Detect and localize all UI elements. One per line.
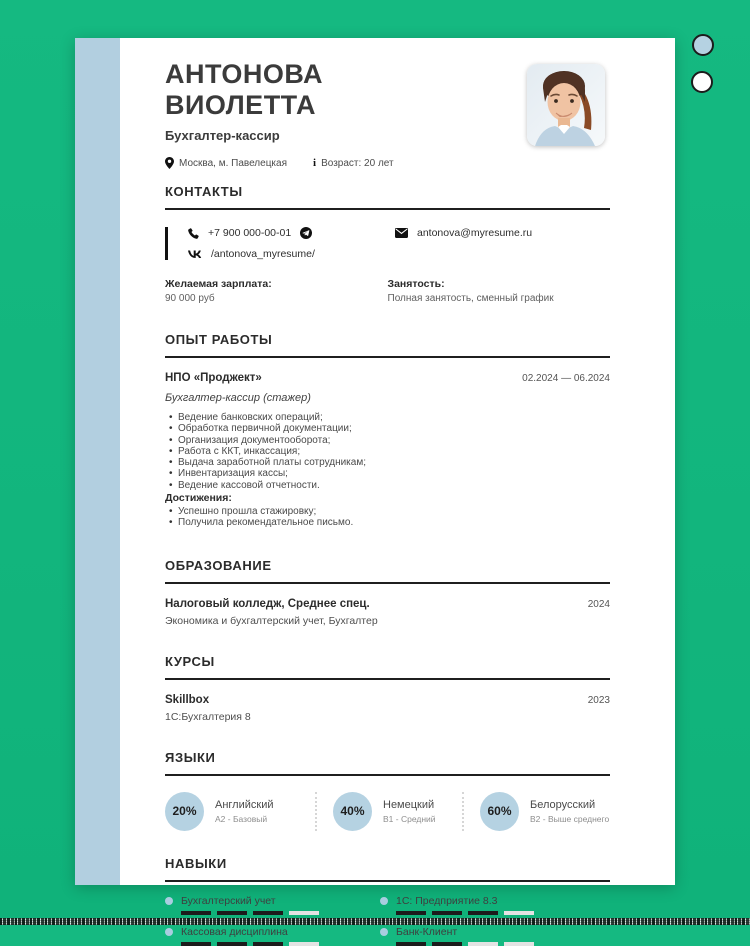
skill-item [165, 926, 380, 946]
duty-item: • Ведение кассовой отчетности. [178, 480, 610, 491]
mail-icon [395, 228, 408, 238]
candidate-job-title: Бухгалтер-кассир [165, 128, 280, 143]
experience-duties-list [165, 412, 610, 491]
skill-item [380, 926, 610, 946]
skill-name: Банк-Клиент [396, 925, 458, 938]
location-text: Москва, м. Павелецкая [179, 157, 288, 169]
experience-position: Бухгалтер-кассир (стажер) [165, 392, 311, 404]
skill-name: Кассовая дисциплина [181, 925, 288, 938]
skill-bullet-dot [165, 928, 173, 936]
skill-level-bar [181, 911, 380, 915]
skill-level-bar [396, 911, 610, 915]
language-percent-badge: 20% [165, 792, 204, 831]
language-item [462, 792, 609, 831]
candidate-name-line1: АНТОНОВА [165, 59, 323, 89]
course-year: 2023 [587, 694, 610, 706]
experience-heading: ОПЫТ РАБОТЫ [165, 332, 610, 358]
course-name: 1С:Бухгалтерия 8 [165, 710, 251, 723]
languages-heading: ЯЗЫКИ [165, 750, 610, 776]
language-item [165, 792, 315, 831]
course-provider: Skillbox [165, 693, 210, 706]
salary-block [165, 278, 388, 304]
section-education [165, 558, 610, 627]
duty-item: • Ведение банковских операций; [178, 412, 610, 423]
skill-bullet-dot [380, 928, 388, 936]
duty-item: • Работа с ККТ, инкассация; [178, 446, 610, 457]
section-languages [165, 750, 610, 831]
age-item [313, 157, 394, 169]
achievement-item: • Успешно прошла стажировку; [178, 506, 610, 517]
contacts-primary-block [165, 227, 395, 260]
experience-dates: 02.2024 — 06.2024 [522, 373, 610, 384]
employment-block [388, 278, 611, 304]
page-indicator-dot-2[interactable] [691, 71, 713, 93]
experience-company: НПО «Проджект» [165, 372, 262, 384]
employment-label: Занятость: [387, 278, 445, 290]
screenshot-noise-band [0, 918, 750, 925]
education-year: 2024 [587, 598, 610, 610]
courses-heading: КУРСЫ [165, 654, 610, 680]
language-name: Английский [215, 798, 274, 811]
skill-bullet-dot [165, 897, 173, 905]
skill-name: Бухгалтерский учет [181, 894, 276, 907]
skill-name: 1С: Предприятие 8.3 [396, 894, 498, 907]
salary-label: Желаемая зарплата: [165, 278, 272, 290]
candidate-name [165, 59, 610, 121]
vk-icon [188, 250, 202, 259]
education-school: Налоговый колледж, Среднее спец. [165, 597, 370, 610]
skill-level-bar [181, 942, 380, 946]
language-level: B1 - Средний [383, 813, 436, 824]
age-text: Возраст: 20 лет [321, 157, 394, 169]
section-courses [165, 654, 610, 723]
employment-value: Полная занятость, сменный график [387, 293, 554, 304]
language-percent-badge: 60% [480, 792, 519, 831]
education-heading: ОБРАЗОВАНИЕ [165, 558, 610, 584]
skill-item [165, 895, 380, 915]
duty-item: • Инвентаризация кассы; [178, 468, 610, 479]
duty-item: • Выдача заработной платы сотрудникам; [178, 457, 610, 468]
achievement-item: • Получила рекомендательное письмо. [178, 517, 610, 528]
skill-level-bar [396, 942, 610, 946]
info-icon: i [313, 157, 317, 169]
language-level: B2 - Выше среднего [530, 813, 610, 824]
vk-handle: /antonova_myresume/ [211, 248, 315, 260]
phone-line[interactable] [188, 227, 395, 239]
language-item [315, 792, 462, 831]
skill-bullet-dot [380, 897, 388, 905]
map-pin-icon [165, 157, 174, 169]
left-accent-stripe [75, 38, 120, 885]
email-address: antonova@myresume.ru [417, 227, 533, 239]
candidate-name-line2: ВИОЛЕТТА [165, 90, 316, 120]
section-experience [165, 332, 610, 529]
education-specialty: Экономика и бухгалтерский учет, Бухгалтер [165, 614, 378, 627]
page-indicator-dot-1[interactable] [692, 34, 714, 56]
achievements-label: Достижения: [165, 492, 232, 505]
duty-item: • Обработка первичной документации; [178, 423, 610, 434]
language-name: Немецкий [383, 798, 435, 811]
phone-icon [188, 228, 199, 239]
section-contacts [165, 184, 610, 304]
skills-heading: НАВЫКИ [165, 856, 610, 882]
duty-item: • Организация документооборота; [178, 435, 610, 446]
phone-number: +7 900 000-00-01 [208, 227, 292, 239]
salary-value: 90 000 руб [165, 293, 215, 304]
resume-header [165, 38, 610, 169]
location-item [165, 157, 287, 169]
skill-item [380, 895, 610, 915]
language-level: A2 - Базовый [215, 813, 268, 824]
section-skills [165, 856, 610, 946]
achievements-list [165, 506, 610, 529]
language-name: Белорусский [530, 798, 596, 811]
telegram-icon[interactable] [300, 227, 312, 239]
resume-sheet [75, 38, 675, 938]
email-line[interactable] [395, 227, 610, 239]
language-percent-badge: 40% [333, 792, 372, 831]
contacts-heading: КОНТАКТЫ [165, 184, 610, 210]
vk-line[interactable] [188, 248, 395, 260]
